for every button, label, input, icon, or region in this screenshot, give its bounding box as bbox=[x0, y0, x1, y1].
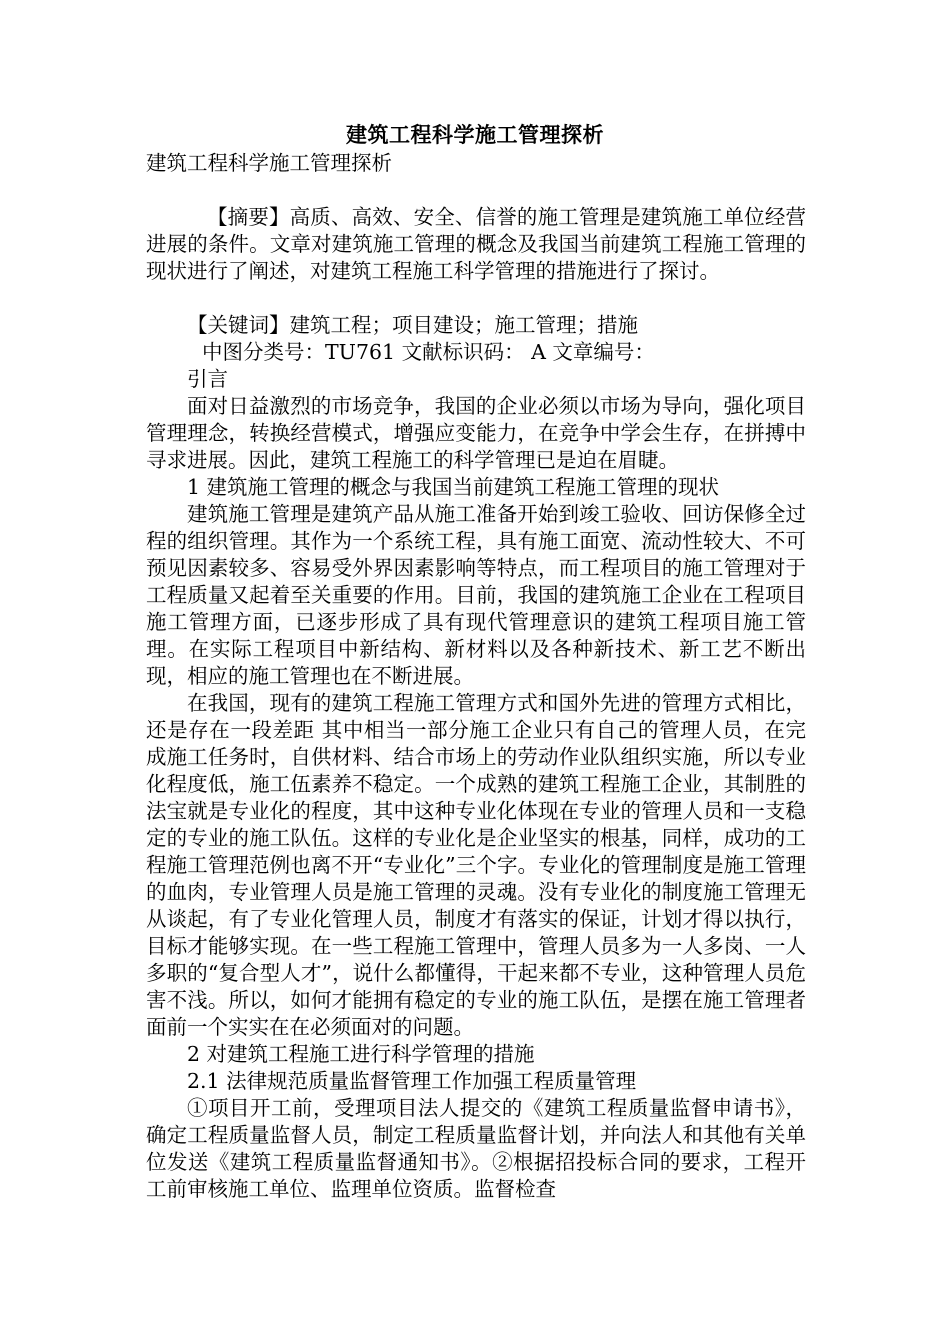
section2-heading: 2 对建筑工程施工进行科学管理的措施 bbox=[187, 1042, 535, 1066]
section2-1-heading: 2.1 法律规范质量监督管理工作加强工程质量管理 bbox=[187, 1069, 637, 1093]
section2-1-paragraph: ①项目开工前，受理项目法人提交的《建筑工程质量监督申请书》，确定工程质量监督人员，制定工程质量监督计划，并向法人和其他有关单位发送《建筑工程质量监督通知书》。②根据招投标合同的要求，工程开工前审核施工单位、监理单位资质。监督检查 bbox=[146, 1096, 806, 1201]
document-subtitle: 建筑工程科学施工管理探析 bbox=[146, 151, 392, 175]
abstract-paragraph: 【摘要】高质、高效、安全、信誉的施工管理是建筑施工单位经营进展的条件。文章对建筑施工管理的概念及我国当前建筑工程施工管理的现状进行了阐述，对建筑工程施工科学管理的措施进行了探讨。 bbox=[146, 205, 806, 283]
keywords-line: 【关键词】建筑工程；项目建设；施工管理；措施 bbox=[187, 313, 638, 337]
classification-line: 中图分类号：TU761 文献标识码： A 文章编号： bbox=[202, 340, 655, 364]
section1-paragraph2: 在我国，现有的建筑工程施工管理方式和国外先进的管理方式相比，还是存在一段差距 其中相当一部分施工企业只有自己的管理人员，在完成施工任务时，自供材料、结合市场上的劳动作业队组织实施，所以专业化程度低，施工伍素养不稳定。一个成熟的建筑工程施工企业，其制胜的法宝就是专业化的程度，其中这种专业化体现在专业的管理人员和一支稳定的专业的施工队伍。这样的专业化是企业坚实的根基，同样，成功的工程施工管理范例也离不开“专业化”三个字。专业化的管理制度是施工管理的血肉，专业管理人员是施工管理的灵魂。没有专业化的制度施工管理无从谈起，有了专业化管理人员，制度才有落实的保证，计划才得以执行，目标才能够实现。在一些工程施工管理中，管理人员多为一人多岗、一人多职的“复合型人才”，说什么都懂得，干起来都不专业，这种管理人员危害不浅。所以，如何才能拥有稳定的专业的施工队伍，是摆在施工管理者面前一个实实在在必须面对的问题。 bbox=[146, 691, 806, 1039]
intro-paragraph: 面对日益激烈的市场竞争，我国的企业必须以市场为导向，强化项目管理理念，转换经营模式，增强应变能力，在竞争中学会生存，在拼搏中寻求进展。因此，建筑工程施工的科学管理已是迫在眉睫。 bbox=[146, 394, 806, 472]
section1-paragraph1: 建筑施工管理是建筑产品从施工准备开始到竣工验收、回访保修全过程的组织管理。其作为一个系统工程，具有施工面宽、流动性较大、不可预见因素较多、容易受外界因素影响等特点，而工程项目的施工管理对于工程质量又起着至关重要的作用。目前，我国的建筑施工企业在工程项目施工管理方面，已逐步形成了具有现代管理意识的建筑工程项目施工管理。在实际工程项目中新结构、新材料以及各种新技术、新工艺不断出现，相应的施工管理也在不断进展。 bbox=[146, 502, 806, 688]
document-title: 建筑工程科学施工管理探析 bbox=[346, 123, 604, 147]
section1-heading: 1 建筑施工管理的概念与我国当前建筑工程施工管理的现状 bbox=[187, 475, 720, 499]
spacer bbox=[146, 285, 806, 312]
intro-heading: 引言 bbox=[187, 367, 228, 391]
document-body bbox=[146, 150, 806, 1203]
spacer bbox=[146, 177, 806, 204]
